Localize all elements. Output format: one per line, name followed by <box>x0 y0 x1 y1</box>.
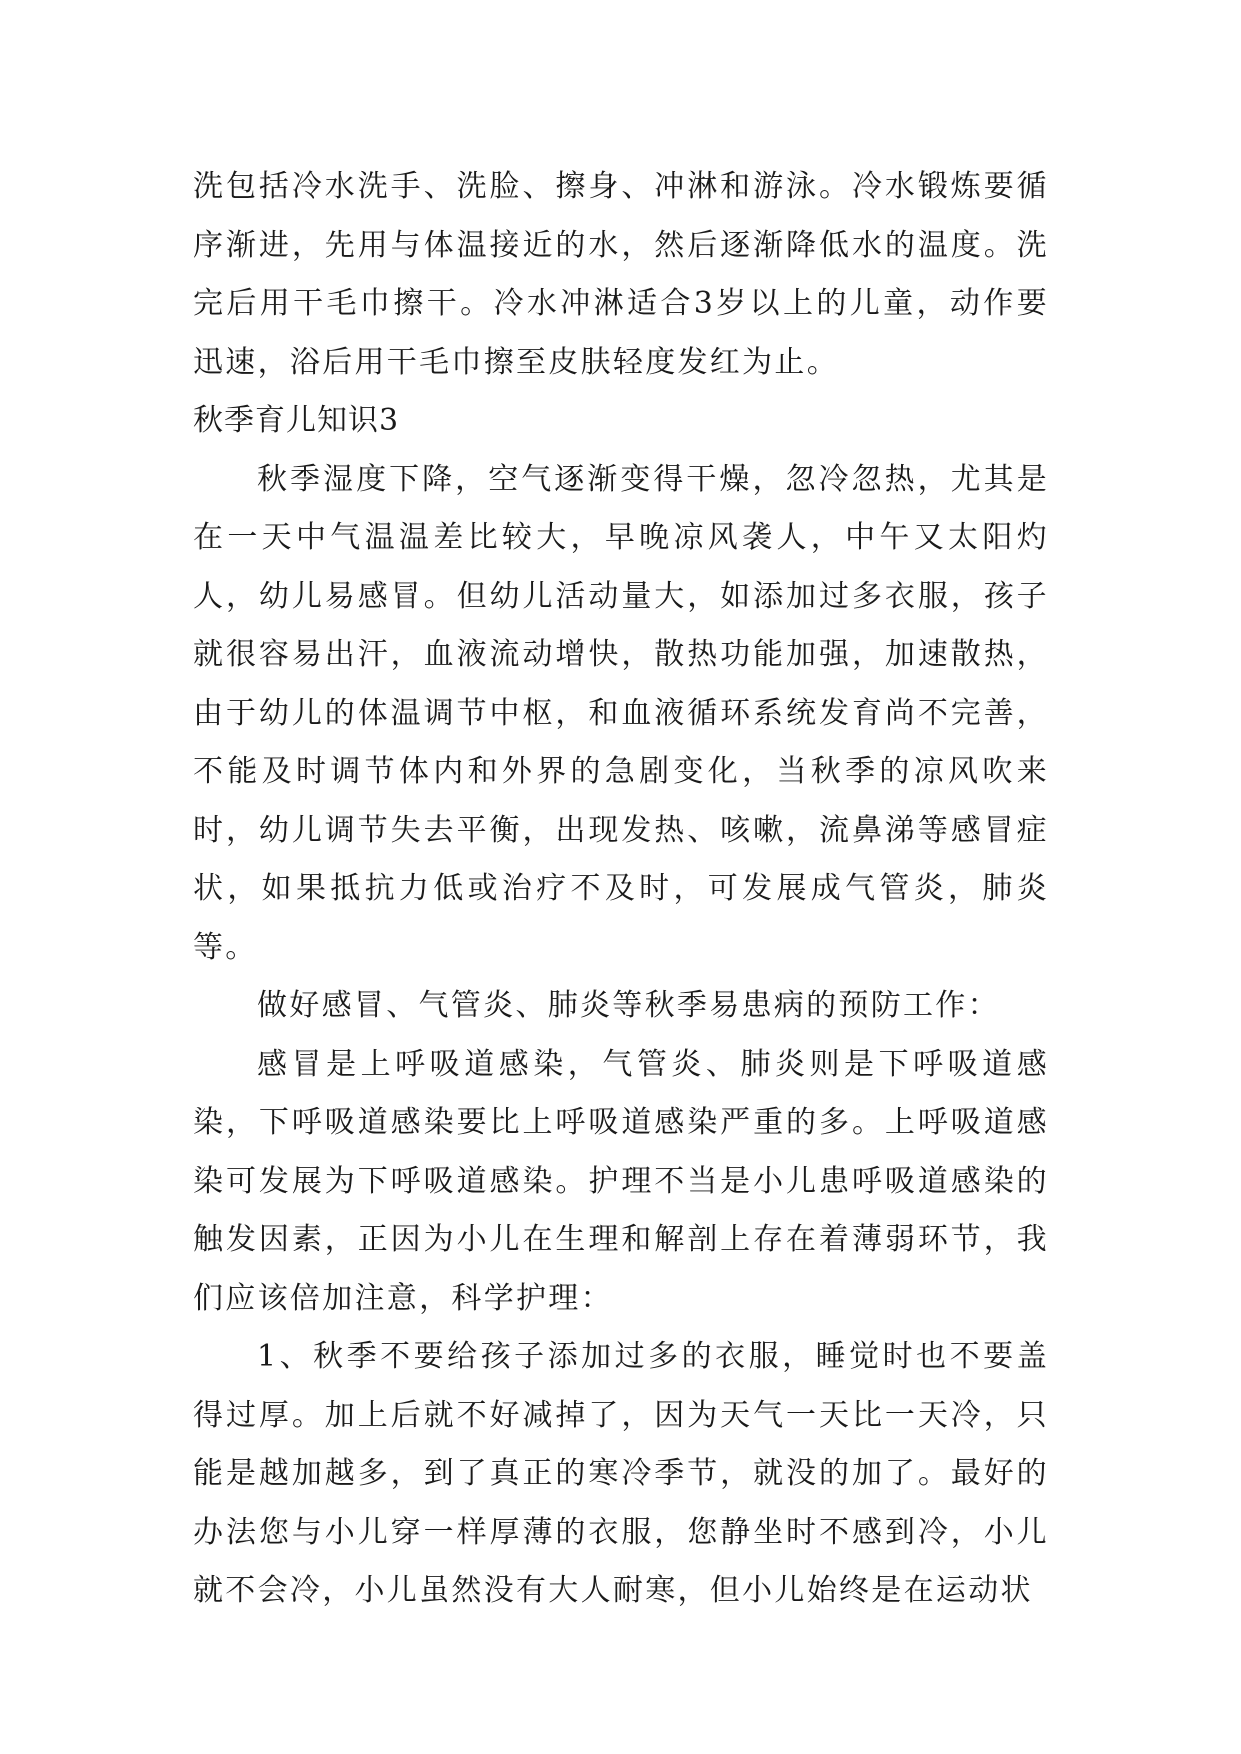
document-body <box>193 158 1049 1621</box>
paragraph-autumn-climate: 秋季湿度下降，空气逐渐变得干燥，忽冷忽热，尤其是在一天中气温温差比较大，早晚凉风袭人，中午又太阳灼人，幼儿易感冒。但幼儿活动量大，如添加过多衣服，孩子就很容易出汗，血液流动增快，散热功能加强，加速散热，由于幼儿的体温调节中枢，和血液循环系统发育尚不完善，不能及时调节体内和外界的急剧变化，当秋季的凉风吹来时，幼儿调节失去平衡，出现发热、咳嗽，流鼻涕等感冒症状，如果抵抗力低或治疗不及时，可发展成气管炎，肺炎等。 <box>193 461 1049 965</box>
paragraph-continuation: 洗包括冷水洗手、洗脸、擦身、冲淋和游泳。冷水锻炼要循序渐进，先用与体温接近的水，然后逐渐降低水的温度。洗完后用干毛巾擦干。冷水冲淋适合3岁以上的儿童，动作要迅速，浴后用干毛巾擦至皮肤轻度发红为止。 <box>193 169 1049 380</box>
paragraph-respiratory-infection: 感冒是上呼吸道感染，气管炎、肺炎则是下呼吸道感染，下呼吸道感染要比上呼吸道感染严重的多。上呼吸道感染可发展为下呼吸道感染。护理不当是小儿患呼吸道感染的触发因素，正因为小儿在生理和解剖上存在着薄弱环节，我们应该倍加注意，科学护理： <box>193 1046 1049 1316</box>
section-heading: 秋季育儿知识3 <box>193 403 400 438</box>
paragraph-prevention-intro: 做好感冒、气管炎、肺炎等秋季易患病的预防工作： <box>257 988 1000 1023</box>
paragraph-clothing-advice: 1、秋季不要给孩子添加过多的衣服，睡觉时也不要盖得过厚。加上后就不好减掉了，因为天气一天比一天冷，只能是越加越多，到了真正的寒冷季节，就没的加了。最好的办法您与小儿穿一样厚薄的衣服，您静坐时不感到冷，小儿就不会冷，小儿虽然没有大人耐寒，但小儿始终是在运动状 <box>193 1339 1049 1608</box>
